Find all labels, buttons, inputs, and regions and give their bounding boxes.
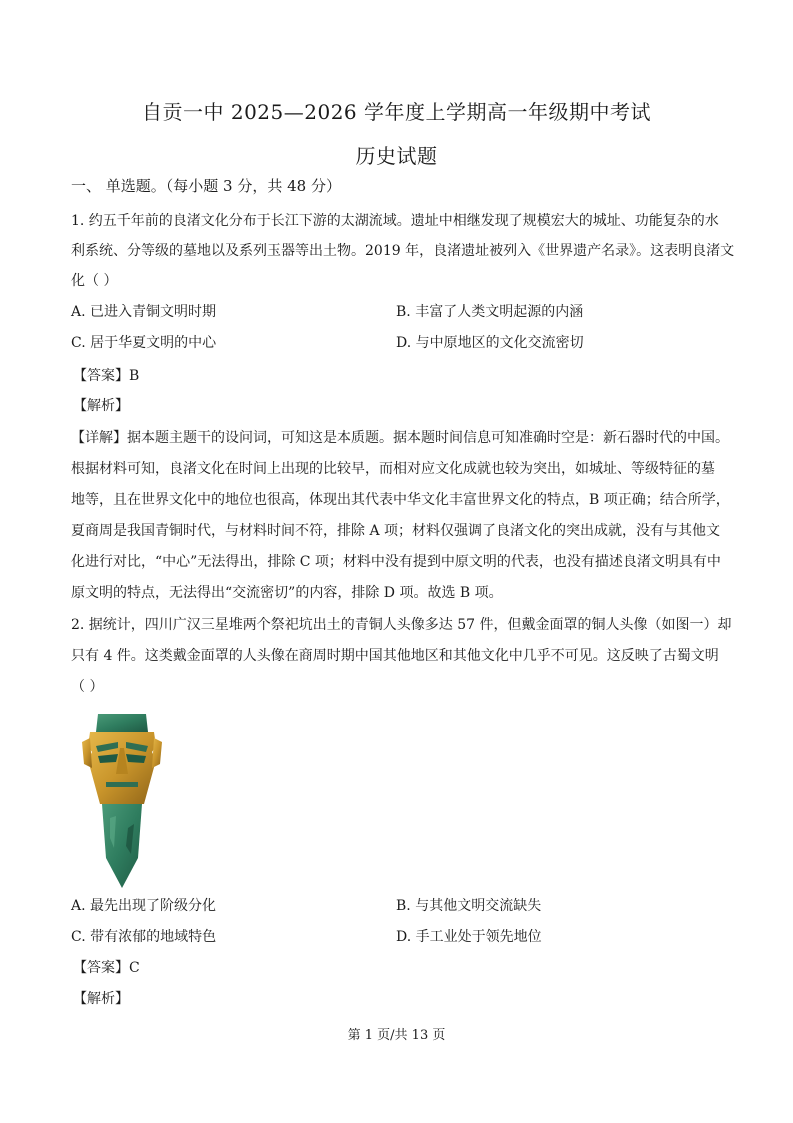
q2-option-c: C. 带有浓郁的地域特色	[71, 929, 217, 945]
q2-option-b: B. 与其他文明交流缺失	[396, 898, 542, 914]
q2-answer-value: C	[129, 960, 140, 976]
q2-stem-line-1: 2. 据统计，四川广汉三星堆两个祭祀坑出土的青铜人头像多达 57 件，但戴金面罩的铜人头像（如图一）却	[71, 617, 732, 633]
q1-option-b: B. 丰富了人类文明起源的内涵	[396, 304, 584, 320]
q1-detail-line-4: 夏商周是我国青铜时代，与材料时间不符，排除 A 项；材料仅强调了良渚文化的突出成就，没有与其他文	[71, 523, 721, 539]
exam-title: 自贡一中 2025—2026 学年度上学期高一年级期中考试	[141, 100, 651, 124]
q2-answer-label: 【答案】	[73, 960, 129, 976]
page-footer: 第 1 页/共 13 页	[347, 1028, 446, 1043]
q1-analysis-label: 【解析】	[73, 398, 129, 414]
exam-subtitle: 历史试题	[355, 144, 438, 168]
q2-answer	[73, 958, 140, 978]
q1-detail-line-3: 地等，且在世界文化中的地位也很高，体现出其代表中华文化丰富世界文化的特点，B 项正确；结合所学，	[71, 492, 730, 508]
q1-stem-line-1: 1. 约五千年前的良渚文化分布于长江下游的太湖流域。遗址中相继发现了规模宏大的城址、功能复杂的水	[71, 213, 719, 229]
q2-stem-line-3: （ ）	[71, 679, 104, 695]
q1-option-c: C. 居于华夏文明的中心	[71, 335, 217, 351]
bronze-head-gold-mask-image	[76, 708, 166, 890]
q1-detail-line-2: 根据材料可知，良渚文化在时间上出现的比较早，而相对应文化成就也较为突出，如城址、等级特征的墓	[71, 461, 715, 477]
q2-analysis-label: 【解析】	[73, 991, 129, 1007]
q1-stem-line-3: 化（ ）	[71, 273, 118, 289]
q2-option-a: A. 最先出现了阶级分化	[71, 898, 217, 914]
q1-answer-value: B	[129, 368, 140, 384]
q1-option-a: A. 已进入青铜文明时期	[71, 304, 217, 320]
q1-detail-line-1: 【详解】据本题主题干的设问词，可知这是本质题。据本题时间信息可知准确时空是：新石器时代的中国。	[71, 430, 729, 446]
q1-answer	[73, 366, 139, 386]
q1-detail-line-5: 化进行对比，“中心”无法得出，排除 C 项；材料中没有提到中原文明的代表，也没有描述良渚文明具有中	[71, 554, 721, 570]
q1-answer-label: 【答案】	[73, 368, 129, 384]
q1-option-d: D. 与中原地区的文化交流密切	[396, 335, 584, 351]
q1-stem-line-2: 利系统、分等级的墓地以及系列玉器等出土物。2019 年，良渚遗址被列入《世界遗产名录》。这表明良渚文	[71, 243, 735, 259]
q2-option-d: D. 手工业处于领先地位	[396, 929, 542, 945]
section-heading: 一、 单选题。（每小题 3 分，共 48 分）	[71, 177, 341, 195]
q1-detail-line-6: 原文明的特点，无法得出“交流密切”的内容，排除 D 项。故选 B 项。	[71, 585, 503, 601]
q2-stem-line-2: 只有 4 件。这类戴金面罩的人头像在商周时期中国其他地区和其他文化中几乎不可见。这反映了古蜀文明	[71, 648, 719, 664]
